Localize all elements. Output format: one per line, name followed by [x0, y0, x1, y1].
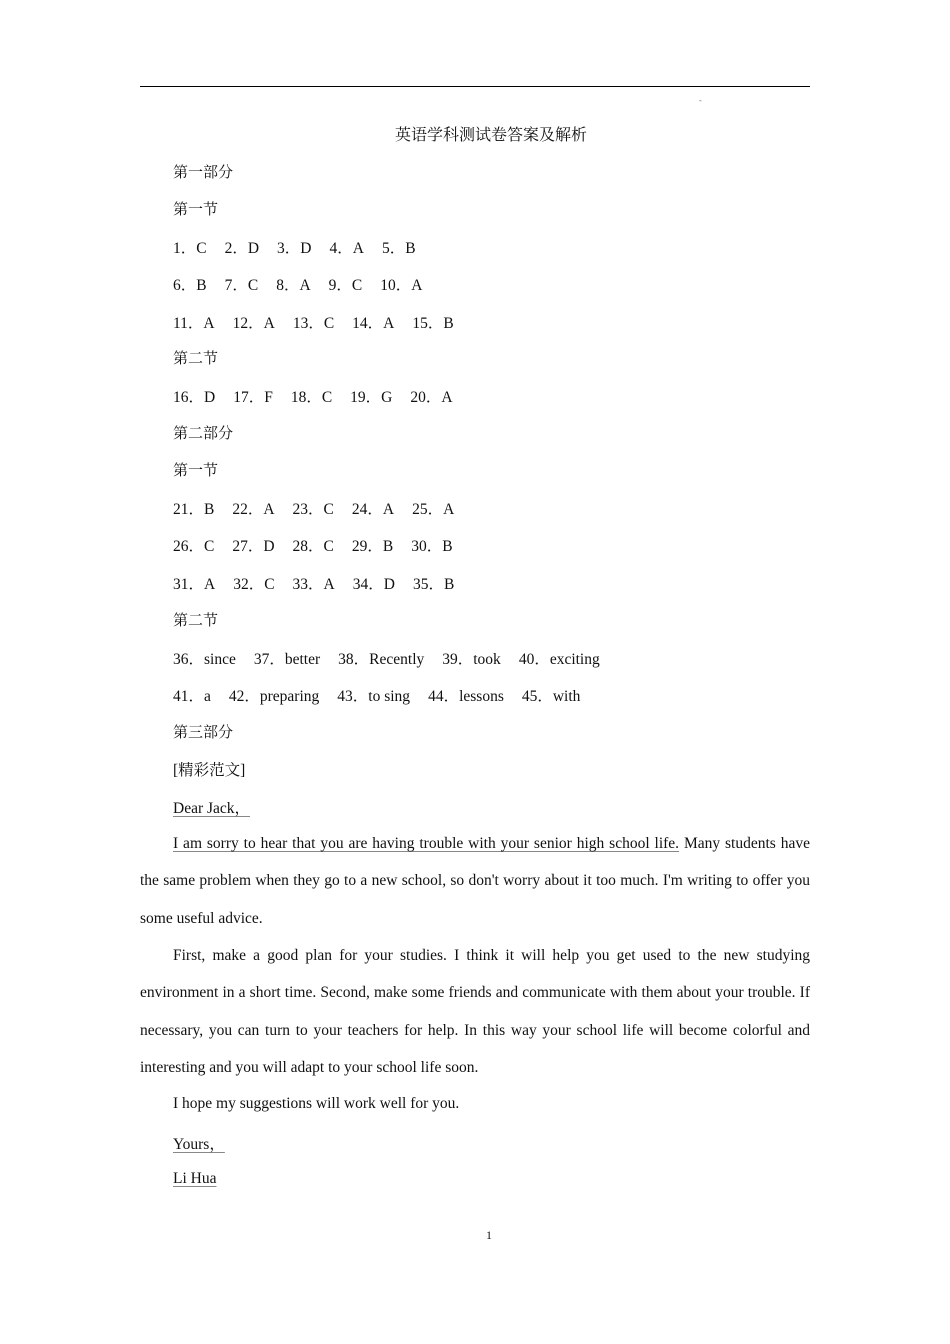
answer-item: 41．a [173, 688, 211, 705]
answer-item: 23．C [292, 501, 334, 518]
answer-item: 28．C [292, 538, 334, 555]
answer-item: 34．D [352, 576, 395, 593]
answer-item: 21．B [173, 501, 215, 518]
letter-greeting: Dear Jack， [173, 800, 251, 817]
answer-item: 5．B [381, 240, 416, 257]
letter-paragraph-1 [140, 825, 810, 937]
letter-signature: Li Hua [173, 1170, 217, 1187]
answer-item: 37．better [253, 651, 321, 668]
part1-heading: 第一部分 [173, 163, 234, 181]
paragraph-text: Many students have the same problem when they go to a new school, so don't worry about it too much. I'm writing to offer you some useful advice. [140, 835, 810, 927]
answer-item: 44．lessons [428, 688, 504, 705]
document-title: 英语学科测试卷答案及解析 [394, 127, 587, 144]
answer-item: 29．B [351, 538, 394, 555]
answer-item: 17．F [233, 389, 273, 406]
answer-item: 39．took [442, 651, 501, 668]
answer-item: 24．A [351, 501, 395, 518]
part1-section1-heading: 第一节 [173, 200, 219, 218]
answer-item: 10．A [380, 277, 423, 294]
answer-item: 2．D [224, 240, 260, 257]
answer-row [173, 647, 618, 669]
header-rule [140, 86, 810, 87]
part2-heading: 第二部分 [173, 424, 234, 442]
answer-row [173, 311, 472, 333]
answer-item: 14．A [352, 315, 395, 332]
part2-section2-heading: 第二节 [173, 611, 219, 629]
answer-item: 22．A [232, 501, 275, 518]
answer-item: 35．B [412, 576, 455, 593]
answer-item: 1．C [173, 240, 207, 257]
sample-essay-label: [精彩范文] [173, 762, 246, 779]
answer-item: 6．B [173, 277, 207, 294]
underlined-sentence: I am sorry to hear that you are having trouble with your senior high school life. [173, 835, 680, 852]
answer-item: 4．A [329, 240, 364, 257]
answer-row [173, 236, 434, 258]
answer-item: 27．D [232, 538, 275, 555]
part1-section2-heading: 第二节 [173, 349, 219, 367]
letter-paragraph-3: I hope my suggestions will work well for you. [173, 1095, 460, 1112]
part3-heading: 第三部分 [173, 723, 234, 741]
answer-item: 38．Recently [338, 651, 425, 668]
answer-item: 43．to sing [337, 688, 411, 705]
answer-item: 26．C [173, 538, 215, 555]
answer-row [173, 534, 471, 556]
answer-item: 16．D [173, 389, 216, 406]
answer-item: 40．exciting [518, 651, 600, 668]
answer-item: 9．C [328, 277, 363, 294]
answer-item: 30．B [411, 538, 453, 555]
answer-item: 3．D [277, 240, 312, 257]
answer-row [173, 572, 472, 594]
answer-item: 7．C [224, 277, 259, 294]
answer-item: 45．with [521, 688, 581, 705]
answer-item: 25．A [412, 501, 455, 518]
part2-section1-heading: 第一节 [173, 461, 219, 479]
header-mark: - [699, 96, 702, 105]
answer-item: 42．preparing [228, 688, 320, 705]
answer-item: 18．C [290, 389, 333, 406]
answer-item: 8．A [276, 277, 311, 294]
answer-row [173, 385, 471, 407]
answer-item: 12．A [232, 315, 275, 332]
answer-item: 20．A [410, 389, 453, 406]
answer-item: 31．A [173, 576, 216, 593]
answer-row [173, 684, 598, 706]
answer-item: 33．A [292, 576, 335, 593]
answer-item: 13．C [292, 315, 335, 332]
letter-closing: Yours， [173, 1136, 225, 1153]
answer-row [173, 273, 440, 295]
answer-item: 36．since [173, 651, 236, 668]
letter-paragraph-2: First, make a good plan for your studies. I think it will help you get used to the new studying environment in a short time. Second, make some friends and communicate with them about your trouble. If necessary, you can turn to your teachers for help. In this way your school life will become colorful and interesting and you will adapt to your school life soon. [140, 947, 810, 1076]
answer-item: 19．G [350, 389, 393, 406]
answer-row [173, 497, 472, 519]
answer-item: 32．C [233, 576, 275, 593]
page-number: 1 [486, 1228, 492, 1242]
answer-item: 11．A [173, 315, 215, 332]
answer-item: 15．B [412, 315, 454, 332]
